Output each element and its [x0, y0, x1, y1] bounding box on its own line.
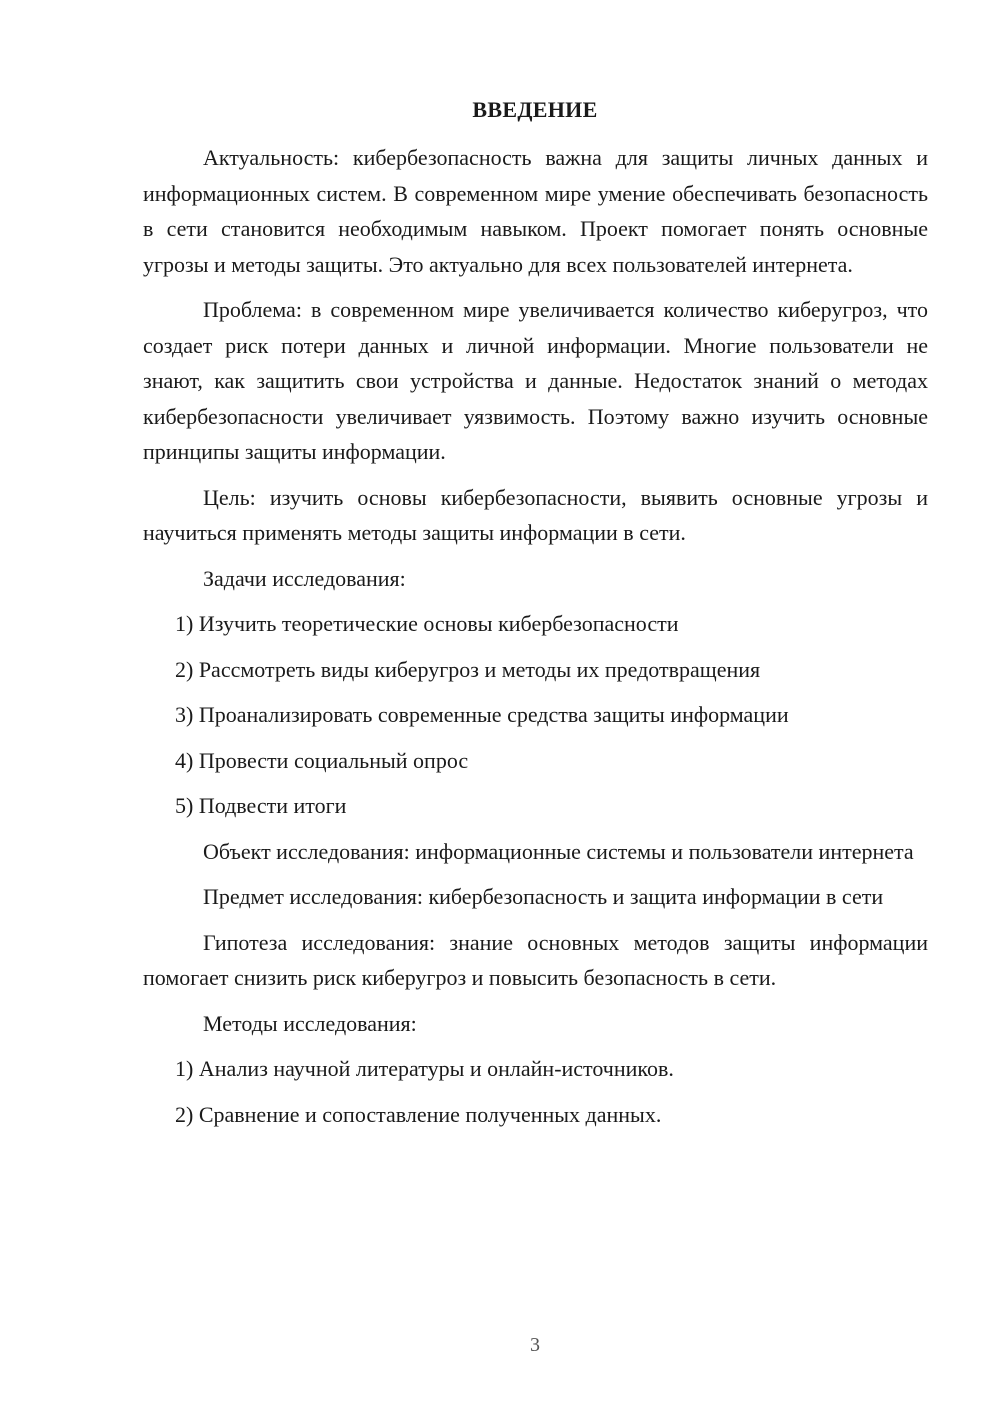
problem-paragraph: Проблема: в современном мире увеличивается количество киберугроз, что создает риск потери данных и личной информации. Многие пользователи не знают, как защитить свои устройства и данные. Недостаток знаний о методах кибербезопасности увеличивает уязвимость. Поэтому важно изучить основные принципы защиты информации. [143, 297, 928, 464]
task-item: 2) Рассмотреть виды киберугроз и методы их предотвращения [175, 656, 761, 682]
page-title: ВВЕДЕНИЕ [472, 97, 598, 122]
tasks-list [143, 606, 928, 824]
task-item: 1) Изучить теоретические основы кибербезопасности [175, 611, 679, 636]
relevance-paragraph: Актуальность: кибербезопасность важна для защиты личных данных и информационных систем. В современном мире умение обеспечивать безопасность в сети становится необходимым навыком. Проект помогает понять основные угрозы и методы защиты. Это актуально для всех пользователей интернета. [143, 145, 928, 277]
task-item: 4) Провести социальный опрос [175, 747, 469, 773]
tasks-heading: Задачи исследования: [203, 565, 406, 591]
page-number: 3 [530, 1334, 540, 1356]
task-item: 5) Подвести итоги [175, 793, 347, 818]
hypothesis-paragraph: Гипотеза исследования: знание основных методов защиты информации помогает снизить риск киберугроз и повысить безопасность в сети. [143, 929, 928, 990]
method-item: 1) Анализ научной литературы и онлайн-источников. [175, 1056, 674, 1081]
methods-heading: Методы исследования: [203, 1010, 417, 1036]
method-item: 2) Сравнение и сопоставление полученных данных. [175, 1101, 662, 1127]
task-item: 3) Проанализировать современные средства защиты информации [175, 702, 789, 727]
document-body [143, 140, 928, 1142]
object-paragraph: Объект исследования: информационные системы и пользователи интернета [203, 838, 914, 864]
methods-list [143, 1051, 928, 1132]
subject-paragraph: Предмет исследования: кибербезопасность и защита информации в сети [203, 884, 884, 909]
goal-paragraph: Цель: изучить основы кибербезопасности, выявить основные угрозы и научиться применять методы защиты информации в сети. [143, 484, 928, 545]
